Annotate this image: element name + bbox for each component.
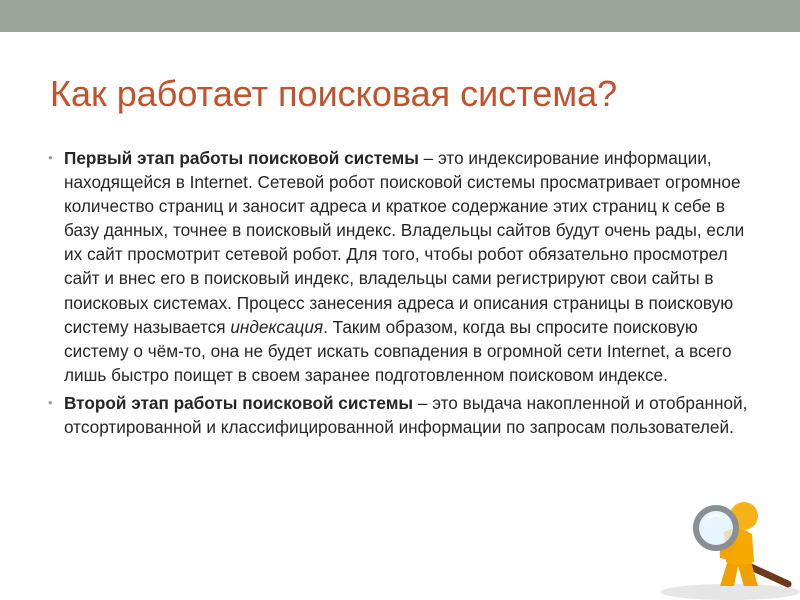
bullet-dot: • (48, 150, 53, 165)
slide-title: Как работает поисковая система? (50, 73, 618, 114)
bullet-1-lead: Первый этап работы поисковой системы (64, 148, 419, 168)
bullet-1-text: – это индексирование информации, находящейся в Internet. Сетевой робот поисковой системы просматривает огромное количество страниц и заносит адреса и краткое содержание этих страниц к себе в базу данных, точнее в поисковый индекс. Владельцы сайтов будут очень рады, если их сайт просмотрит сетевой робот. Для того, чтобы робот обязательно просмотрел сайт и внес его в поисковый индекс, владельцы сами регистрируют свои сайты в поисковых системах. Процесс занесения адреса и описания страницы в поисковую систему называется (64, 148, 745, 337)
bullet-2-lead: Второй этап работы поисковой системы (64, 392, 414, 413)
bullet-1-term: индексация (230, 316, 324, 337)
bullet-item-1 (48, 146, 758, 387)
bullet-2-text: – это выдача накопленной и отобранной, отсортированной и классифицированной информации по запросам пользователей. (64, 392, 748, 438)
figure-with-magnifier-icon (650, 488, 800, 600)
figure-shadow (660, 584, 800, 600)
top-bar (0, 0, 800, 32)
bullet-item-2 (48, 391, 758, 439)
bullet-dot: • (48, 394, 53, 410)
slide-content (48, 146, 758, 443)
bullet-1-text-end: . Таким образом, когда вы спросите поисковую систему о чём-то, она не будет искать совпадения в огромной сети Internet, а всего лишь быстро поищет в своем заранее подготовленном поисковом индексе. (64, 316, 732, 385)
